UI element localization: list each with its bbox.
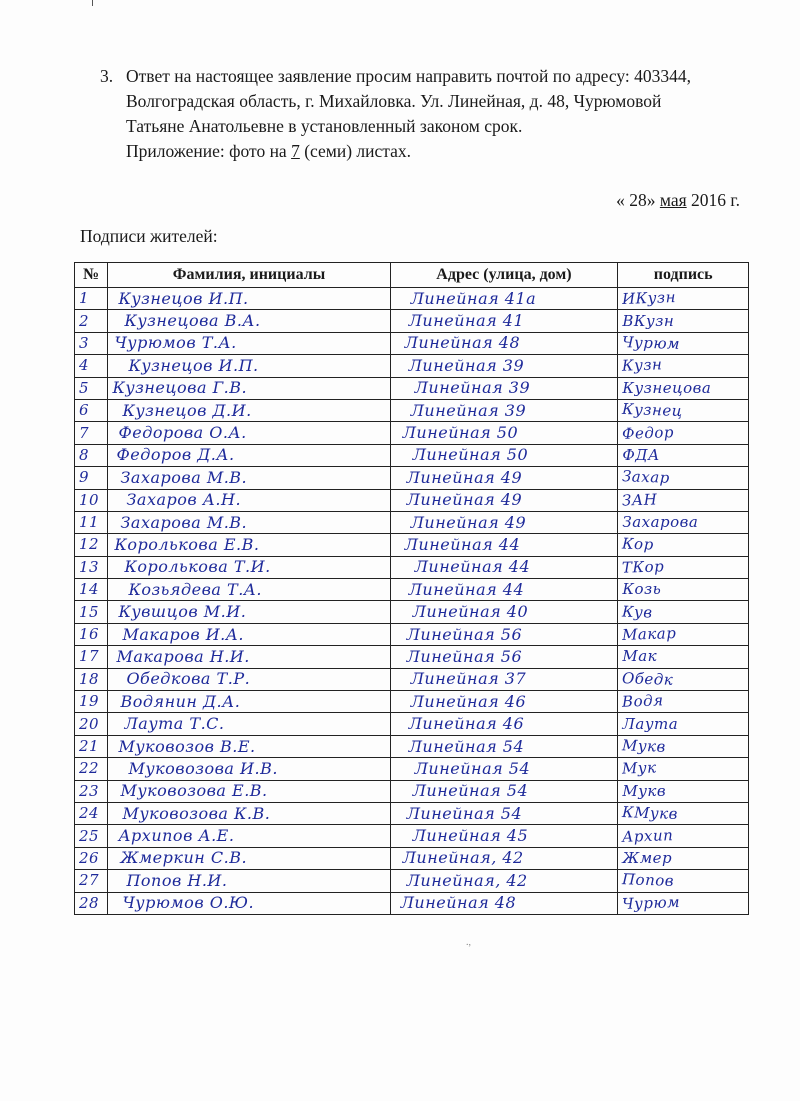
paragraph-line-3: Татьяне Анатольевне в установленный законом срок. [126,116,523,136]
table-row [75,623,749,645]
resident-address-cell [390,377,618,399]
resident-signature: Федор [622,422,675,443]
resident-address: Линейная 40 [412,602,529,622]
resident-name: Водянин Д.А. [120,691,241,711]
resident-name-cell [108,310,390,332]
resident-name: Федоров Д.А. [116,445,235,465]
attachment-suffix: (семи) листах. [299,141,412,161]
resident-name: Макаров И.А. [122,624,244,644]
row-number: 5 [79,378,90,397]
table-body [75,288,749,915]
resident-name-cell [108,780,390,802]
resident-address-cell [390,332,618,354]
row-number: 20 [79,714,100,733]
table-row [75,713,749,735]
row-number-cell [75,668,108,690]
resident-address: Линейная 44 [408,579,525,599]
resident-address: Линейная 54 [414,758,531,778]
resident-name: Кузнецова Г.В. [112,378,248,398]
row-number-cell [75,713,108,735]
resident-signature: Мукв [622,736,667,756]
resident-address: Линейная 39 [408,355,525,375]
resident-signature: ФДА [622,445,660,464]
row-number: 8 [79,445,90,464]
table-row [75,758,749,780]
table-row [75,825,749,847]
row-number: 4 [79,356,90,375]
table-row [75,534,749,556]
table-row [75,870,749,892]
resident-signature: Кузн [622,355,664,376]
resident-address-cell [390,534,618,556]
table-row [75,332,749,354]
resident-signature-cell [618,444,749,466]
row-number: 19 [79,692,100,711]
resident-signature: ВКузн [622,311,675,330]
table-row [75,288,749,310]
resident-signature: Чурюм [622,332,681,353]
table-header-row [75,263,749,288]
resident-name: Королькова Е.В. [114,534,260,554]
resident-signature: Кор [622,534,655,555]
resident-signature-cell [618,399,749,421]
row-number-cell [75,332,108,354]
resident-signature: ИКузн [622,288,677,309]
resident-name-cell [108,646,390,668]
resident-address: Линейная 39 [414,378,531,398]
resident-signature-cell [618,422,749,444]
row-number-cell [75,377,108,399]
resident-name-cell [108,802,390,824]
resident-signature-cell [618,780,749,802]
resident-signature-cell [618,623,749,645]
resident-signature-cell [618,758,749,780]
row-number: 3 [79,333,90,352]
residents-table [74,262,749,915]
table-row [75,489,749,511]
resident-name-cell [108,444,390,466]
paragraph-line-1: Ответ на настоящее заявление просим направить почтой по адресу: 403344, [126,66,691,86]
page-edge-mark [92,0,93,6]
row-number-cell [75,489,108,511]
resident-address: Линейная 48 [400,893,517,913]
resident-name: Кувшцов М.И. [118,602,247,622]
resident-signature-cell [618,892,749,914]
resident-address-cell [390,780,618,802]
resident-address: Линейная 49 [406,490,523,510]
resident-address-cell [390,735,618,757]
header-number: № [75,263,108,288]
resident-address-cell [390,758,618,780]
resident-name: Чурюмов Т.А. [114,333,237,353]
table-row [75,668,749,690]
date-year: 2016 г. [691,190,740,210]
resident-address-cell [390,511,618,533]
resident-name-cell [108,892,390,914]
resident-address: Линейная 41а [410,288,537,308]
table-row [75,802,749,824]
resident-signature-cell [618,713,749,735]
row-number-cell [75,310,108,332]
resident-signature-cell [618,377,749,399]
resident-address-cell [390,310,618,332]
resident-signature-cell [618,870,749,892]
resident-name-cell [108,758,390,780]
row-number-cell [75,847,108,869]
resident-name-cell [108,399,390,421]
resident-address-cell [390,847,618,869]
resident-name: Королькова Т.И. [124,557,271,577]
resident-address: Линейная, 42 [406,870,528,890]
row-number-cell [75,467,108,489]
row-number: 23 [79,781,100,800]
row-number-cell [75,623,108,645]
resident-address-cell [390,870,618,892]
resident-name: Муковозов В.Е. [118,736,256,756]
resident-name-cell [108,422,390,444]
resident-signature-cell [618,668,749,690]
table-row [75,847,749,869]
resident-name: Муковозова И.В. [128,758,278,778]
resident-name-cell [108,377,390,399]
resident-address: Линейная 54 [412,781,529,801]
resident-address: Линейная 49 [410,512,527,532]
resident-signature-cell [618,332,749,354]
paragraph-number: 3. [100,66,114,86]
row-number: 9 [79,468,90,487]
resident-signature: Обедк [622,668,674,689]
resident-signature: Мук [622,758,658,778]
row-number: 13 [79,557,100,576]
resident-signature-cell [618,825,749,847]
resident-address: Линейная, 42 [402,848,524,868]
resident-name: Козьядева Т.А. [128,579,262,599]
resident-address: Линейная 45 [412,826,529,846]
resident-address-cell [390,646,618,668]
resident-signature: ТКор [622,557,665,577]
resident-name-cell [108,556,390,578]
resident-address-cell [390,399,618,421]
table-row [75,422,749,444]
row-number: 16 [79,625,100,644]
resident-signature: Попов [622,870,675,891]
resident-name: Кузнецов И.П. [118,288,249,308]
resident-signature-cell [618,802,749,824]
date-month: мая [659,190,687,210]
table-row [75,780,749,802]
date-day: « 28» [616,190,656,210]
table-row [75,646,749,668]
row-number-cell [75,735,108,757]
resident-signature: Козь [622,580,662,599]
resident-address-cell [390,467,618,489]
attachment-count: 7 [291,141,300,161]
row-number: 21 [79,737,100,755]
resident-signature: Мукв [622,781,667,800]
resident-signature: Чурюм [622,892,681,913]
row-number: 28 [79,893,100,912]
resident-address: Линейная 56 [406,646,523,666]
resident-signature: Водя [622,691,665,711]
row-number: 25 [79,826,100,845]
resident-address: Линейная 44 [414,557,531,577]
resident-name-cell [108,467,390,489]
resident-name: Макарова Н.И. [116,646,250,666]
row-number: 17 [79,647,100,666]
resident-name: Муковозова Е.В. [120,781,268,801]
resident-address-cell [390,825,618,847]
resident-signature-cell [618,691,749,713]
resident-name: Попов Н.И. [126,870,228,890]
table-row [75,735,749,757]
resident-signature-cell [618,556,749,578]
table-row [75,399,749,421]
resident-signature-cell [618,847,749,869]
resident-signature: Захар [622,467,671,488]
header-address: Адрес (улица, дом) [390,263,618,288]
resident-signature: Мак [622,647,658,666]
resident-signature-cell [618,489,749,511]
resident-signature-cell [618,355,749,377]
resident-address: Линейная 41 [408,311,525,331]
resident-name-cell [108,332,390,354]
resident-name-cell [108,511,390,533]
row-number-cell [75,825,108,847]
resident-signature: Кузнец [622,400,684,421]
resident-name-cell [108,601,390,623]
resident-signature: ЗАН [622,490,658,510]
table-row [75,310,749,332]
request-paragraph [100,64,760,164]
resident-name-cell [108,623,390,645]
resident-address: Линейная 49 [406,467,523,487]
resident-signature-cell [618,579,749,601]
table-row [75,601,749,623]
resident-signature-cell [618,534,749,556]
resident-address: Линейная 50 [412,445,529,465]
resident-address: Линейная 46 [410,691,527,711]
row-number-cell [75,579,108,601]
signatures-title: Подписи жителей: [80,226,218,246]
resident-address-cell [390,668,618,690]
resident-name-cell [108,355,390,377]
row-number-cell [75,758,108,780]
resident-address-cell [390,444,618,466]
resident-signature: КМукв [622,803,679,824]
row-number: 1 [79,289,90,308]
row-number: 10 [79,490,100,509]
row-number-cell [75,288,108,310]
row-number-cell [75,691,108,713]
document-date [560,190,740,211]
resident-address: Линейная 48 [404,333,521,353]
resident-signature-cell [618,601,749,623]
resident-name-cell [108,534,390,556]
resident-address-cell [390,355,618,377]
resident-name-cell [108,668,390,690]
resident-name: Захарова М.В. [120,467,248,487]
row-number-cell [75,780,108,802]
resident-name: Захарова М.В. [120,512,248,532]
attachment-line [126,139,760,164]
resident-address-cell [390,892,618,914]
resident-name-cell [108,579,390,601]
row-number-cell [75,892,108,914]
table-row [75,355,749,377]
row-number: 24 [79,804,100,823]
table-row [75,892,749,914]
resident-address-cell [390,489,618,511]
resident-name-cell [108,713,390,735]
header-signature: подпись [618,263,749,288]
resident-address-cell [390,422,618,444]
row-number: 22 [79,759,100,778]
row-number: 6 [79,401,90,420]
row-number: 26 [79,848,100,867]
resident-name-cell [108,847,390,869]
resident-address: Линейная 50 [402,423,519,443]
resident-name-cell [108,489,390,511]
resident-address: Линейная 39 [410,400,527,420]
resident-signature-cell [618,646,749,668]
resident-signature: Макар [622,624,677,644]
row-number-cell [75,399,108,421]
row-number-cell [75,355,108,377]
row-number-cell [75,646,108,668]
row-number-cell [75,802,108,824]
paragraph-line-2: Волгоградская область, г. Михайловка. Ул. Линейная, д. 48, Чурюмовой [126,91,662,111]
resident-name-cell [108,870,390,892]
resident-signature-cell [618,511,749,533]
row-number: 18 [79,669,100,688]
attachment-prefix: Приложение: фото на [126,141,292,161]
resident-address: Линейная 54 [406,803,523,823]
resident-address-cell [390,623,618,645]
resident-address-cell [390,713,618,735]
row-number: 2 [79,311,90,330]
row-number-cell [75,444,108,466]
row-number: 12 [79,535,100,554]
resident-name: Захаров А.Н. [126,490,242,510]
resident-name: Чурюмов О.Ю. [122,893,255,913]
table-row [75,556,749,578]
resident-signature: Жмер [622,848,673,867]
resident-signature-cell [618,310,749,332]
resident-name: Муковозова К.В. [122,803,271,823]
resident-name-cell [108,825,390,847]
resident-address-cell [390,579,618,601]
resident-signature: Захарова [622,513,699,532]
resident-signature: Кузнецова [622,378,712,397]
resident-signature-cell [618,288,749,310]
row-number: 27 [79,871,100,890]
resident-address-cell [390,802,618,824]
row-number-cell [75,556,108,578]
row-number-cell [75,422,108,444]
resident-name: Федорова О.А. [118,423,247,443]
table-row [75,579,749,601]
resident-signature-cell [618,467,749,489]
row-number-cell [75,534,108,556]
resident-name: Кузнецова В.А. [124,311,261,331]
stray-mark: ., [466,937,471,948]
table-row [75,444,749,466]
resident-name: Архипов А.Е. [118,826,235,846]
resident-name-cell [108,735,390,757]
resident-address-cell [390,556,618,578]
row-number: 14 [79,580,100,599]
table-row [75,377,749,399]
resident-name-cell [108,691,390,713]
resident-address: Линейная 46 [408,714,525,734]
resident-signature-cell [618,735,749,757]
resident-address-cell [390,691,618,713]
resident-address-cell [390,288,618,310]
resident-name: Кузнецов И.П. [128,355,259,375]
header-name: Фамилия, инициалы [108,263,390,288]
row-number: 11 [79,513,100,532]
row-number-cell [75,601,108,623]
table-row [75,467,749,489]
resident-signature: Архип [622,825,674,846]
resident-address: Линейная 44 [404,534,521,554]
resident-address-cell [390,601,618,623]
resident-name: Кузнецов Д.И. [122,400,252,420]
resident-address: Линейная 37 [410,669,527,689]
resident-name-cell [108,288,390,310]
row-number: 7 [79,423,90,442]
resident-name: Лаута Т.С. [124,714,225,734]
table-row [75,691,749,713]
resident-address: Линейная 54 [408,736,525,756]
table-row [75,511,749,533]
resident-address: Линейная 56 [406,624,523,644]
resident-name: Жмеркин С.В. [120,848,248,868]
row-number-cell [75,870,108,892]
row-number-cell [75,511,108,533]
resident-signature: Кув [622,602,654,622]
resident-name: Обедкова Т.Р. [126,669,251,689]
resident-signature: Лаута [622,714,679,733]
row-number: 15 [79,602,100,621]
